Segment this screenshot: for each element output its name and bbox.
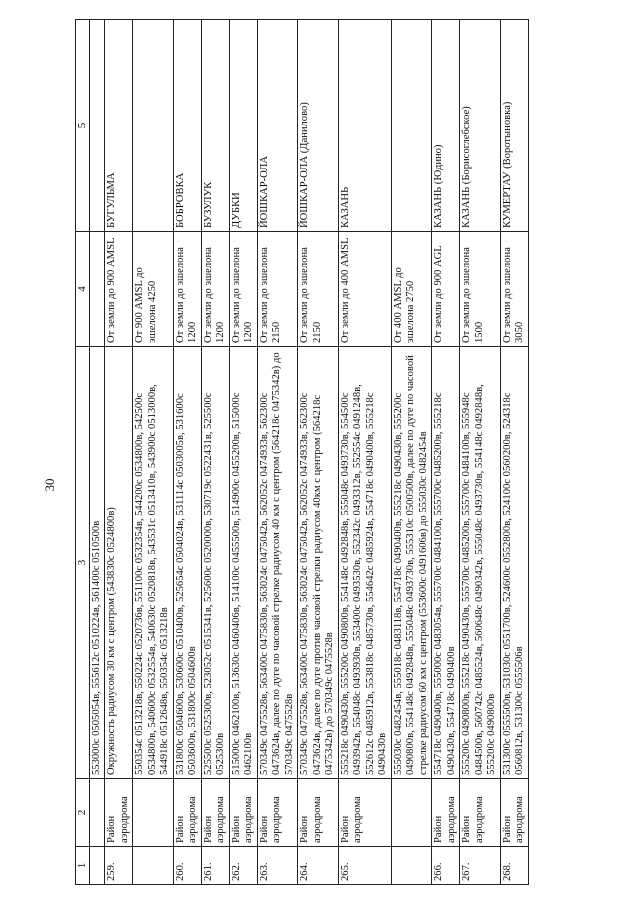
- vertical-limits: От земли до эшелона 2150: [298, 232, 339, 347]
- boundary-coordinates: 525500с 0525300в, 523052с 0515341в, 525600с 0520000в, 530719с 0522431в, 525500с 0525300в: [201, 347, 229, 779]
- zone-type: Район аэродрома: [229, 779, 257, 847]
- table-row: [500, 20, 528, 885]
- boundary-coordinates: 555218с 0490430в, 555200с 0490800в, 554148с 0492848в, 555048с 0493730в, 554500с 0493942в, 554048с 0493930в, 553400с 0493530в, 552342с 0493312в, 552554с 0491248в, 552612с 0485912в, 553818с 0485730в, 554642с 0485924в, 554718с 0490400в, 555218с 0490430в: [338, 347, 391, 779]
- zone-type: Район аэродрома: [432, 779, 460, 847]
- vertical-limits: От земли до 900 AGL: [432, 232, 460, 347]
- vertical-limits: От земли до эшелона 1500: [460, 232, 501, 347]
- table-row: [338, 20, 391, 885]
- zone-type: Район аэродрома: [460, 779, 501, 847]
- boundary-coordinates: 531300с 0555500в, 531030с 0551700в, 524600с 0552800в, 524100с 0560200в, 524318с 0560812в, 531300с 0555506в: [500, 347, 528, 779]
- table-row: [89, 20, 105, 885]
- zone-type: Район аэродрома: [257, 779, 298, 847]
- boundary-coordinates: 550354с 0513218в, 550224с 0520736в, 551100с 0532354в, 544200с 0534800в, 542500с 0534800в, 540600с 0532554в, 540630с 0520818в, 543531с 0513410в, 543900с 0513000в, 544918с 0512648в, 550354с 0513218в: [133, 347, 174, 779]
- boundary-coordinates: 531800с 0504600в, 530600с 0510400в, 525654с 0504024в, 531114с 0503005в, 531600с 0503600в, 531800с 0504600в: [173, 347, 201, 779]
- boundary-coordinates: 555200с 0490800в, 555218с 0490430в, 555700с 0485200в, 555700с 0484100в, 555948с 0484500в, 560742с 0485524в, 560648с 0490342в, 555048с 0493730в, 554148с 0492848в, 555200с 0490800в: [460, 347, 501, 779]
- row-number: 261.: [201, 847, 229, 885]
- header-row: [76, 20, 90, 885]
- row-number: [133, 847, 174, 885]
- zone-type: Район аэродрома: [338, 779, 391, 847]
- vertical-limits: От земли до эшелона 1200: [229, 232, 257, 347]
- row-number: 260.: [173, 847, 201, 885]
- table-body: [89, 20, 528, 885]
- table-row: [133, 20, 174, 885]
- vertical-limits: От земли до эшелона 2150: [257, 232, 298, 347]
- airspace-table: [75, 19, 529, 885]
- zone-type: Район аэродрома: [105, 779, 133, 847]
- aerodrome-name: КАЗАНЬ (Юдино): [432, 20, 460, 232]
- aerodrome-name: [133, 20, 174, 232]
- row-number: [391, 847, 432, 885]
- row-number: 262.: [229, 847, 257, 885]
- table-row: [432, 20, 460, 885]
- header-col-5: 5: [76, 20, 90, 232]
- row-number: 263.: [257, 847, 298, 885]
- row-number: 266.: [432, 847, 460, 885]
- aerodrome-name: [391, 20, 432, 232]
- boundary-coordinates: 553000с 0505054в, 555612с 0510224в, 561400с 0510500в: [89, 347, 105, 779]
- table-row: [173, 20, 201, 885]
- row-number: [89, 847, 105, 885]
- aerodrome-name: КУМЕРТАУ (Воротыновка): [500, 20, 528, 232]
- zone-type: Район аэродрома: [173, 779, 201, 847]
- aerodrome-name: ДУБКИ: [229, 20, 257, 232]
- zone-type: [133, 779, 174, 847]
- aerodrome-name: БОБРОВКА: [173, 20, 201, 232]
- zone-type: Район аэродрома: [500, 779, 528, 847]
- row-number: 267.: [460, 847, 501, 885]
- row-number: 259.: [105, 847, 133, 885]
- document-page: [75, 20, 630, 885]
- rotated-table-wrapper: [75, 20, 630, 885]
- aerodrome-name: БУЗУЛУК: [201, 20, 229, 232]
- vertical-limits: От земли до эшелона 3050: [500, 232, 528, 347]
- boundary-coordinates: 555030с 0482454в, 555018с 0483118в, 554718с 0490400в, 555218с 0490430в, 555200с 0490800в, 554148с 0492848в, 555048с 0493730в, 555310с 0500500в, далее по дуге по часовой стрелке радиусом 60 км с центром (553600с 0491606в) до 555030с 0482454в: [391, 347, 432, 779]
- table-row: [257, 20, 298, 885]
- row-number: 265.: [338, 847, 391, 885]
- table-row: [391, 20, 432, 885]
- vertical-limits: От земли до 400 AMSL: [338, 232, 391, 347]
- vertical-limits: От земли до 900 AMSL: [105, 232, 133, 347]
- aerodrome-name: ЙОШКАР-ОЛА: [257, 20, 298, 232]
- header-col-3: 3: [76, 347, 90, 779]
- table-row: [105, 20, 133, 885]
- header-col-2: 2: [76, 779, 90, 847]
- header-col-1: 1: [76, 847, 90, 885]
- vertical-limits: [89, 232, 105, 347]
- aerodrome-name: КАЗАНЬ: [338, 20, 391, 232]
- vertical-limits: От 900 AMSL до эшелона 4250: [133, 232, 174, 347]
- table-row: [460, 20, 501, 885]
- boundary-coordinates: 515000с 0462100в, 513630с 0460406в, 514100с 0455500в, 514900с 0455200в, 515000с 0462100в: [229, 347, 257, 779]
- aerodrome-name: [89, 20, 105, 232]
- aerodrome-name: ЙОШКАР-ОЛА (Данилово): [298, 20, 339, 232]
- vertical-limits: От 400 AMSL до эшелона 2750: [391, 232, 432, 347]
- boundary-coordinates: 570349с 0475528в, 563400с 0475830в, 563024с 0475042в, 562052с 0474933в, 562300с 0473624в, далее по дуге по часовой стрелке радиусом 40 км с центром (564218с 0475342в) до 570349с 0475528в: [257, 347, 298, 779]
- aerodrome-name: КАЗАНЬ (Борисоглебское): [460, 20, 501, 232]
- zone-type: [391, 779, 432, 847]
- zone-type: Район аэродрома: [298, 779, 339, 847]
- row-number: 268.: [500, 847, 528, 885]
- boundary-coordinates: 570349с 0475528в, 563400с 0475830в, 563024с 0475042в, 562052с 0474933в, 562300с 0473624в, далее по дуге против часовой стрелки радиусом 40км с центром (564218с 0475342в) до 570349с 0475528в: [298, 347, 339, 779]
- header-col-4: 4: [76, 232, 90, 347]
- table-row: [229, 20, 257, 885]
- vertical-limits: От земли до эшелона 1200: [201, 232, 229, 347]
- zone-type: [89, 779, 105, 847]
- aerodrome-name: БУГУЛЬМА: [105, 20, 133, 232]
- boundary-coordinates: Окружность радиусом 30 км с центром (543830с 0524800в): [105, 347, 133, 779]
- table-row: [201, 20, 229, 885]
- row-number: 264.: [298, 847, 339, 885]
- table-row: [298, 20, 339, 885]
- boundary-coordinates: 554718с 0490400в, 555000с 0483054в, 555700с 0484100в, 555700с 0485200в, 555218с 0490430в, 554718с 0490400в: [432, 347, 460, 779]
- vertical-limits: От земли до эшелона 1200: [173, 232, 201, 347]
- zone-type: Район аэродрома: [201, 779, 229, 847]
- page-number: 30: [42, 478, 57, 492]
